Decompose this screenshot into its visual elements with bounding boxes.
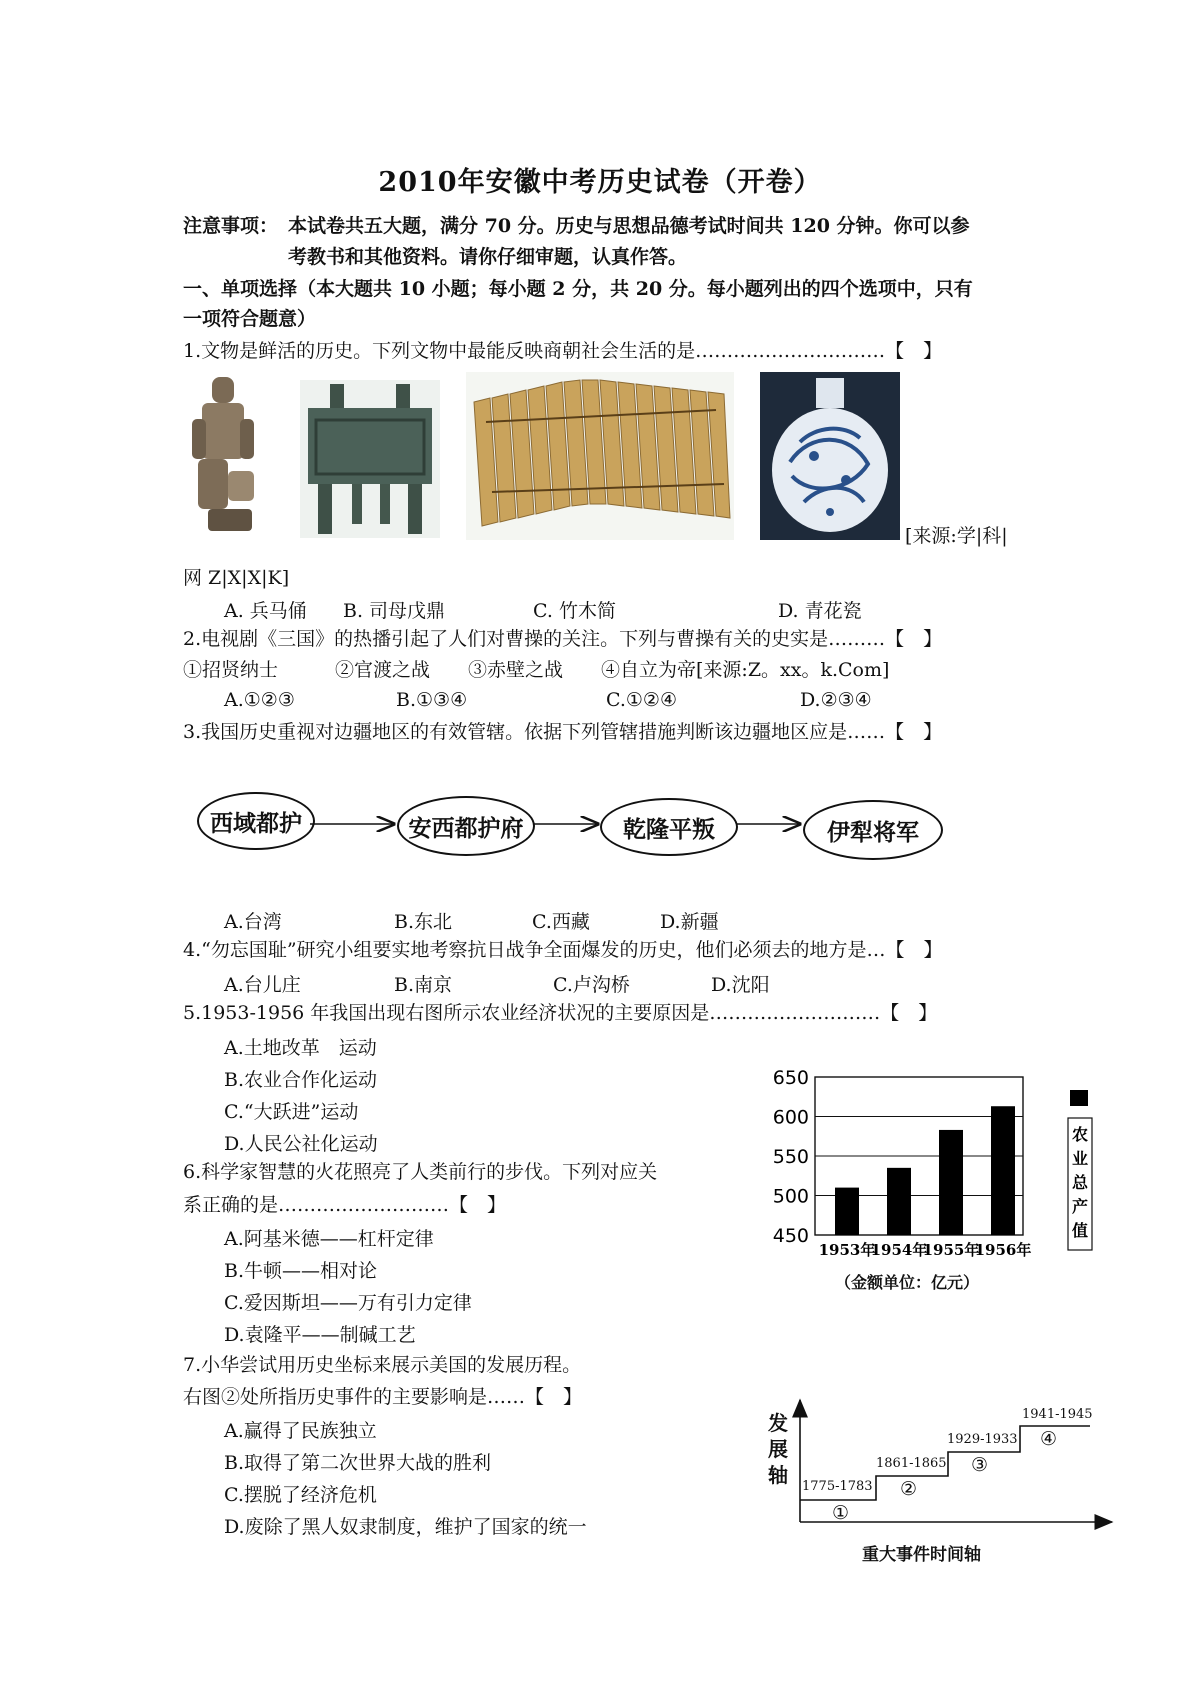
chart-legend-swatch — [1070, 1090, 1088, 1106]
chart-x-tick-label: 1956年 — [974, 1241, 1032, 1259]
flow-node-3: 乾隆平叛 — [600, 798, 738, 856]
timeline-period-4: 1941-1945 — [1022, 1407, 1093, 1422]
question-7-stem-line-2: 右图②处所指历史事件的主要影响是……【 】 — [183, 1386, 583, 1408]
bamboo-slips-image — [466, 372, 734, 540]
chart-legend-char: 总 — [1071, 1173, 1089, 1192]
q7-option-c[interactable]: C.摆脱了经济危机 — [224, 1484, 377, 1506]
chart-bar — [887, 1168, 911, 1235]
q4-option-b[interactable]: B.南京 — [394, 974, 453, 996]
flow-node-1: 西域都护 — [197, 792, 315, 850]
section-header-line-2: 一项符合题意） — [183, 308, 317, 330]
question-2-items: ①招贤纳士 ②官渡之战 ③赤壁之战 ④自立为帝[来源:Z。xx。k.Com] — [183, 659, 890, 681]
question-2-stem: 2.电视剧《三国》的热播引起了人们对曹操的关注。下列与曹操有关的史实是………【 】 — [183, 628, 943, 650]
q4-option-c[interactable]: C.卢沟桥 — [553, 974, 630, 996]
q7-option-b[interactable]: B.取得了第二次世界大战的胜利 — [224, 1452, 492, 1474]
page-title: 2010年安徽中考历史试卷（开卷） — [378, 167, 822, 198]
timeline-period-1: 1775-1783 — [802, 1479, 873, 1494]
question-6-stem-line-2: 系正确的是………………………【 】 — [183, 1194, 507, 1216]
timeline-period-3: 1929-1933 — [947, 1432, 1018, 1447]
question-1-source-continued: 网 Z|X|X|K] — [183, 567, 290, 589]
notice-line-1: 本试卷共五大题，满分 70 分。历史与思想品德考试时间共 120 分钟。你可以参 — [288, 215, 970, 237]
q6-option-b[interactable]: B.牛顿——相对论 — [224, 1260, 378, 1282]
question-1-stem: 1.文物是鲜活的历史。下列文物中最能反映商朝社会生活的是…………………………【 】 — [183, 340, 943, 362]
flow-node-4: 伊犁将军 — [803, 800, 943, 860]
q2-option-a[interactable]: A.①②③ — [224, 689, 295, 711]
q3-option-d[interactable]: D.新疆 — [660, 911, 719, 933]
flow-node-2: 安西都护府 — [397, 796, 535, 856]
q5-option-d[interactable]: D.人民公社化运动 — [224, 1133, 378, 1155]
q2-option-b[interactable]: B.①③④ — [396, 689, 468, 711]
q5-option-a[interactable]: A.土地改革 运动 — [224, 1037, 377, 1059]
section-header-line-1: 一、单项选择（本大题共 10 小题；每小题 2 分，共 20 分。每小题列出的四个选项中，只有 — [183, 278, 973, 300]
simuwu-ding-image — [300, 380, 440, 538]
question-1-source: [来源:学|科| — [905, 525, 1008, 547]
chart-legend-char: 产 — [1071, 1197, 1089, 1216]
q6-option-d[interactable]: D.袁隆平——制碱工艺 — [224, 1324, 416, 1346]
chart-caption: （金额单位：亿元） — [835, 1273, 980, 1292]
chart-y-tick-label: 500 — [772, 1185, 809, 1208]
question-4-stem: 4.“勿忘国耻”研究小组要实地考察抗日战争全面爆发的历史，他们必须去的地方是…【 】 — [183, 939, 943, 961]
chart-y-tick-label: 550 — [772, 1146, 809, 1168]
q1-option-c[interactable]: C. 竹木简 — [533, 600, 616, 622]
q5-option-c[interactable]: C.“大跃进”运动 — [224, 1101, 359, 1123]
timeline-mark-1: ① — [832, 1502, 850, 1524]
notice-line-2: 考教书和其他资料。请你仔细审题，认真作答。 — [288, 246, 688, 268]
q1-option-a[interactable]: A. 兵马俑 — [224, 600, 307, 622]
chart-legend-char: 业 — [1071, 1149, 1089, 1168]
q3-option-b[interactable]: B.东北 — [394, 911, 453, 933]
q1-option-b[interactable]: B. 司母戊鼎 — [343, 600, 446, 622]
q3-option-a[interactable]: A.台湾 — [224, 911, 282, 933]
chart-y-tick-label: 600 — [772, 1106, 809, 1129]
q3-option-c[interactable]: C.西藏 — [532, 911, 590, 933]
question-7-stem-line-1: 7.小华尝试用历史坐标来展示美国的发展历程。 — [183, 1354, 582, 1376]
q2-option-d[interactable]: D.②③④ — [800, 689, 872, 711]
q6-option-a[interactable]: A.阿基米德——杠杆定律 — [224, 1228, 434, 1250]
chart-x-tick-label: 1953年 — [818, 1241, 876, 1259]
notice-label: 注意事项： — [183, 215, 279, 237]
q1-option-d[interactable]: D. 青花瓷 — [778, 600, 862, 622]
chart-x-tick-label: 1955年 — [922, 1241, 980, 1259]
chart-bar — [939, 1130, 963, 1235]
timeline-y-label: 发 展 轴 — [768, 1411, 788, 1487]
question-6-stem-line-1: 6.科学家智慧的火花照亮了人类前行的步伐。下列对应关 — [183, 1161, 658, 1183]
terracotta-warrior-image — [188, 375, 260, 538]
question-3-stem: 3.我国历史重视对边疆地区的有效管辖。依据下列管辖措施判断该边疆地区应是……【 】 — [183, 721, 943, 743]
chart-legend-char: 农 — [1071, 1125, 1089, 1144]
q7-option-a[interactable]: A.赢得了民族独立 — [224, 1420, 377, 1442]
timeline-period-2: 1861-1865 — [876, 1456, 947, 1471]
timeline-mark-4: ④ — [1040, 1428, 1058, 1450]
q5-bar-chart — [765, 1060, 1115, 1300]
q4-option-d[interactable]: D.沈阳 — [711, 974, 770, 996]
timeline-x-label: 重大事件时间轴 — [862, 1545, 981, 1565]
q4-option-a[interactable]: A.台儿庄 — [224, 974, 301, 996]
chart-y-tick-label: 450 — [772, 1225, 809, 1247]
chart-bar — [991, 1106, 1015, 1235]
chart-x-tick-label: 1954年 — [870, 1241, 928, 1259]
q5-option-b[interactable]: B.农业合作化运动 — [224, 1069, 378, 1091]
chart-bar — [835, 1188, 859, 1235]
timeline-mark-3: ③ — [971, 1454, 989, 1476]
q2-option-c[interactable]: C.①②④ — [606, 689, 677, 711]
q6-option-c[interactable]: C.爱因斯坦——万有引力定律 — [224, 1292, 472, 1314]
chart-y-tick-label: 650 — [772, 1067, 809, 1089]
question-5-stem: 5.1953-1956 年我国出现右图所示农业经济状况的主要原因是………………………【 】 — [183, 1002, 938, 1024]
q7-option-d[interactable]: D.废除了黑人奴隶制度，维护了国家的统一 — [224, 1516, 587, 1538]
blue-white-porcelain-image — [760, 372, 900, 540]
chart-legend-char: 值 — [1071, 1221, 1089, 1240]
timeline-mark-2: ② — [900, 1478, 918, 1500]
